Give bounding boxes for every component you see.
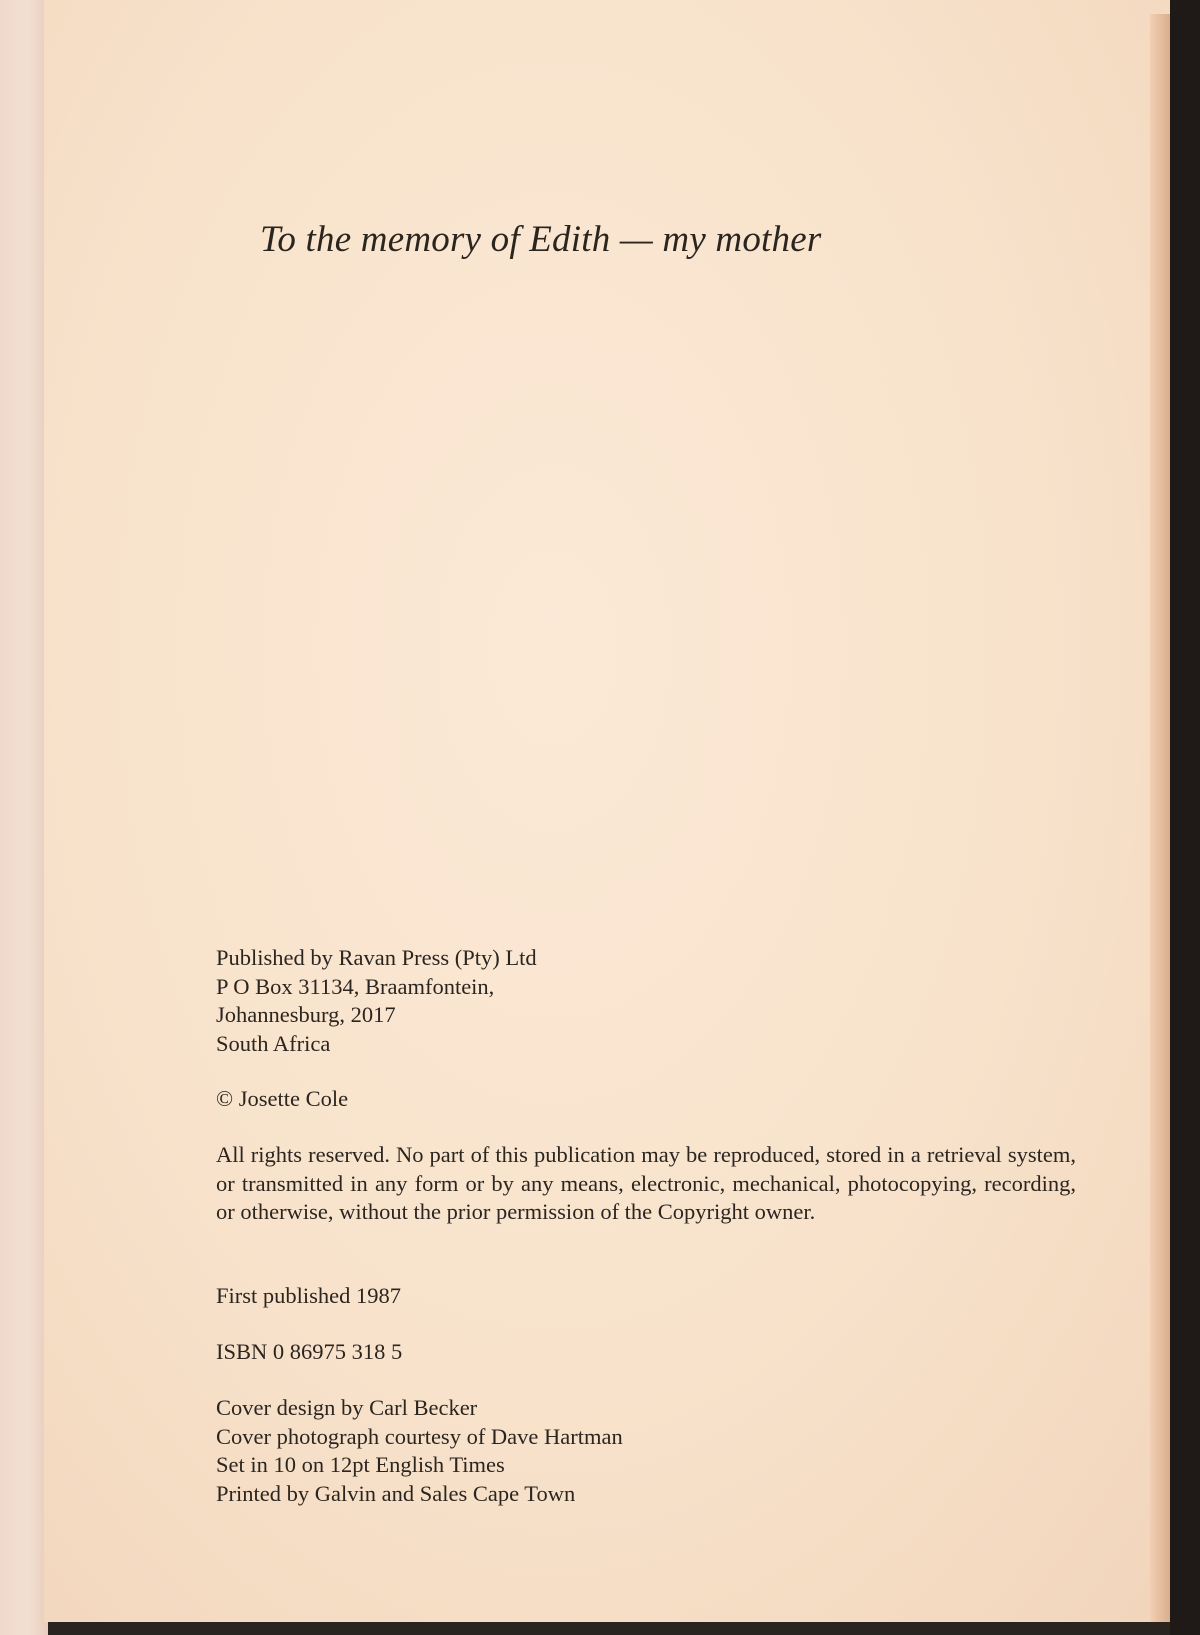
publisher-line: Published by Ravan Press (Pty) Ltd — [216, 945, 537, 970]
credit-line: Cover design by Carl Becker — [216, 1395, 478, 1420]
credits-block — [216, 1394, 623, 1508]
credit-line: Cover photograph courtesy of Dave Hartman — [216, 1423, 623, 1449]
first-published: First published 1987 — [216, 1283, 402, 1308]
publisher-block — [216, 944, 537, 1058]
publisher-line: South Africa — [216, 1030, 331, 1056]
scan-background — [1170, 0, 1200, 1635]
flyleaf-edge — [0, 0, 48, 1635]
copyright-notice: © Josette Cole — [216, 1086, 349, 1111]
dedication: To the memory of Edith — my mother — [260, 219, 822, 260]
publisher-line: Johannesburg, 2017 — [216, 1002, 396, 1027]
credit-line: Set in 10 on 12pt English Times — [216, 1452, 505, 1477]
publisher-line: P O Box 31134, Braamfontein, — [216, 973, 495, 999]
isbn: ISBN 0 86975 318 5 — [216, 1339, 403, 1364]
credit-line: Printed by Galvin and Sales Cape Town — [216, 1480, 576, 1506]
rights-statement: All rights reserved. No part of this publication may be reproduced, stored in a retrieval system, or transmitted in any form or by any means, electronic, mechanical, photocopying, recording, or otherwise, without the prior permission of the Copyright owner. — [216, 1142, 1076, 1225]
